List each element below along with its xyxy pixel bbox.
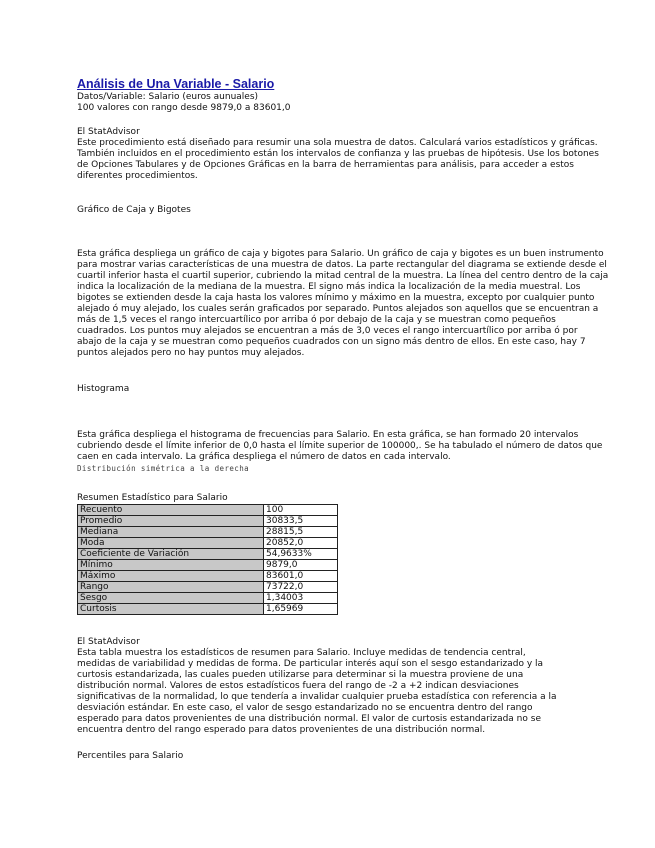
paragraph-line: Esta gráfica despliega el histograma de frecuencias para Salario. En esta gráfica, se han formado 20 intervalos [77,430,579,440]
histogram-note: Distribución simétrica a la derecha [77,464,250,473]
paragraph-line: medidas de variabilidad y medidas de forma. De particular interés aquí son el sesgo estandarizado y la [77,659,544,669]
paragraph-line: cuartil inferior hasta el cuartil superior, cubriendo la mitad central de la muestra. La línea del centro dentro de la caja [77,271,609,281]
paragraph-line: Esta gráfica despliega un gráfico de caja y bigotes para Salario. Un gráfico de caja y bigotes es un buen instrumento [77,249,604,259]
stat-label: Rango [78,582,264,593]
paragraph-line: de Opciones Tabulares y de Opciones Gráficas en la barra de herramientas para análisis, para acceder a estos [77,160,574,170]
stat-label: Coeficiente de Variación [78,549,264,560]
paragraph-line: puntos alejados pero no hay puntos muy alejados. [77,348,305,358]
stat-label: Promedio [78,516,264,527]
range-line: 100 valores con rango desde 9879,0 a 83601,0 [77,103,291,113]
stat-value: 20852,0 [264,538,338,549]
paragraph-line: abajo de la caja y se muestran como pequeños cuadrados con un signo más dentro de ellos. En este caso, hay 7 [77,337,586,347]
paragraph-line: esperado para datos provenientes de una distribución normal. El valor de curtosis estandarizada no se [77,714,541,724]
table-row [78,538,338,549]
stat-label: Curtosis [78,604,264,615]
paragraph-line: indica la localización de la mediana de la muestra. El signo más indica la localización de la media muestral. Los [77,282,581,292]
paragraph-line: más de 1,5 veces el rango intercuartílico por arriba ó por debajo de la caja y se muestran como pequeños [77,315,556,325]
summary-caption: Resumen Estadístico para Salario [77,493,228,503]
stat-label: Sesgo [78,593,264,604]
paragraph-line: bigotes se extienden desde la caja hasta los valores mínimo y máximo en la muestra, excepto por cualquier punto [77,293,595,303]
stat-label: Máximo [78,571,264,582]
paragraph-line: distribución normal. Valores de estos estadísticos fuera del rango de -2 a +2 indican desviaciones [77,681,519,691]
boxplot-description [77,249,609,359]
paragraph-line: Este procedimiento está diseñado para resumir una sola muestra de datos. Calculará varios estadísticos y gráficas. [77,138,598,148]
stat-value: 30833,5 [264,516,338,527]
percentiles-heading: Percentiles para Salario [77,751,184,761]
stat-value: 28815,5 [264,527,338,538]
stat-label: Moda [78,538,264,549]
paragraph-line: cuadrados. Los puntos muy alejados se encuentran a más de 3,0 veces el rango intercuartílico por arriba ó por [77,326,578,336]
paragraph-line: para mostrar varias características de una muestra de datos. La parte rectangular del diagrama se extiende desde el [77,260,607,270]
boxplot-heading: Gráfico de Caja y Bigotes [77,205,191,215]
statadvisor-intro [77,127,599,182]
histogram-heading: Histograma [77,384,130,394]
stat-label: Mediana [78,527,264,538]
summary-table-wrap [77,504,582,615]
paragraph-line: significativas de la normalidad, lo que tendería a invalidar cualquier prueba estadística con referencia a la [77,692,557,702]
stat-value: 1,34003 [264,593,338,604]
dataset-info [77,92,582,114]
table-row [78,593,338,604]
table-row [78,560,338,571]
summary-table [77,504,338,615]
page-title[interactable]: Análisis de Una Variable - Salario [77,77,275,91]
table-row [78,516,338,527]
section-heading: El StatAdvisor [77,637,140,647]
section-heading: El StatAdvisor [77,127,140,137]
table-row [78,604,338,615]
stat-label: Recuento [78,505,264,516]
stat-label: Mínimo [78,560,264,571]
dataset-line: Datos/Variable: Salario (euros aunuales) [77,92,259,102]
paragraph-line: encuentra dentro del rango esperado para datos provenientes de una distribución normal. [77,725,486,735]
paragraph-line: alejado ó muy alejado, los cuales serán graficados por separado. Puntos alejados son aquellos que se encuentran a [77,304,599,314]
table-row [78,527,338,538]
paragraph-line: curtosis estandarizada, las cuales pueden utilizarse para determinar si la muestra proviene de una [77,670,524,680]
paragraph-line: cubriendo desde el límite inferior de 0,0 hasta el límite superior de 100000,. Se ha tabulado el número de datos que [77,441,603,451]
paragraph-line: diferentes procedimientos. [77,171,198,181]
table-row [78,571,338,582]
stat-value: 9879,0 [264,560,338,571]
stat-value: 100 [264,505,338,516]
paragraph-line: desviación estándar. En este caso, el valor de sesgo estandarizado no se encuentra dentro del rango [77,703,533,713]
paragraph-line: Esta tabla muestra los estadísticos de resumen para Salario. Incluye medidas de tendencia central, [77,648,526,658]
statadvisor-summary [77,637,582,736]
stat-value: 1,65969 [264,604,338,615]
paragraph-line: También incluidos en el procedimiento están los intervalos de confianza y las pruebas de hipótesis. Use los botones [77,149,599,159]
stat-value: 54,9633% [264,549,338,560]
stat-value: 73722,0 [264,582,338,593]
paragraph-line: caen en cada intervalo. La gráfica despliega el número de datos en cada intervalo. [77,452,451,462]
histogram-description [77,430,603,474]
stat-value: 83601,0 [264,571,338,582]
table-row [78,549,338,560]
table-row [78,582,338,593]
table-row [78,505,338,516]
